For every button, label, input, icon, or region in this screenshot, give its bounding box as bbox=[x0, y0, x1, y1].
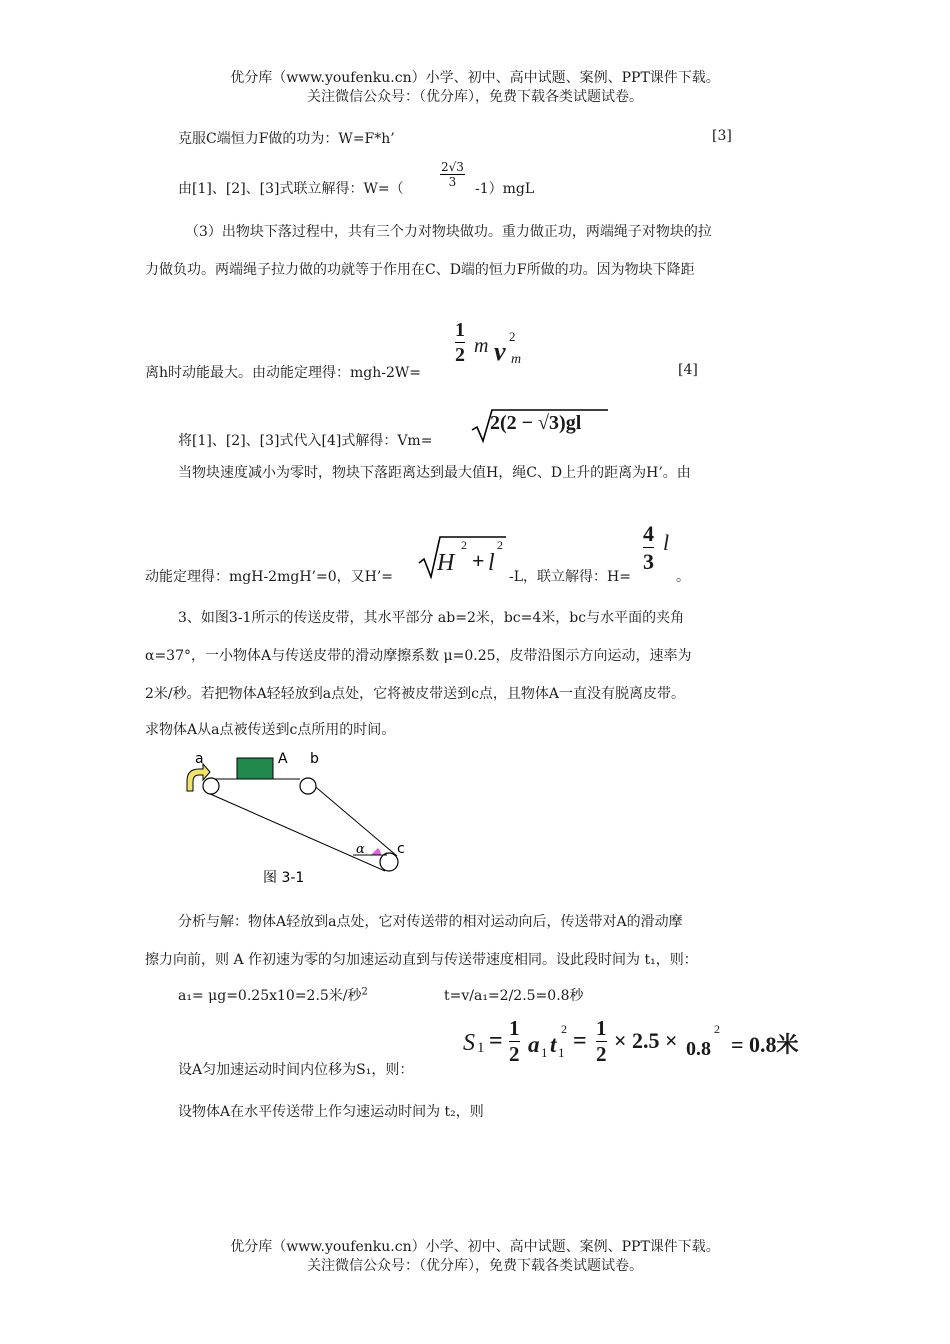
superscript: 2 bbox=[497, 538, 503, 552]
superscript: 2 bbox=[561, 1022, 567, 1036]
conveyor-figure bbox=[175, 745, 425, 895]
body-text: 分析与解：物体A轻放到a点处，它对传送带的相对运动向后，传送带对A的滑动摩 bbox=[178, 914, 683, 930]
body-text: 动能定理得：mgH-2mgH’=0，又H’= bbox=[145, 569, 394, 585]
header-line-1: 优分库（www.youfenku.cn）小学、初中、高中试题、案例、PPT课件下载。 bbox=[230, 70, 720, 86]
subscript: 1 bbox=[558, 1045, 565, 1060]
label-a: a bbox=[195, 751, 204, 767]
equals-sign: = bbox=[573, 1028, 587, 1054]
body-text: -L，联立解得：H= bbox=[509, 569, 631, 585]
body-text: 当物块速度减小为零时，物块下落距离达到最大值H，绳C、D上升的距离为H’。由 bbox=[178, 465, 691, 481]
fraction-denominator: 2 bbox=[596, 1042, 607, 1066]
body-text: 设物体A在水平传送带上作匀速运动时间为 t₂，则 bbox=[178, 1104, 484, 1120]
body-text: （3）出物块下落过程中，共有三个力对物块做功。重力做正功，两端绳子对物块的拉 bbox=[185, 224, 712, 240]
superscript: 2 bbox=[461, 538, 467, 552]
equals-sign: = bbox=[489, 1028, 503, 1054]
math-var: a bbox=[528, 1032, 540, 1057]
fraction-denominator: 3 bbox=[643, 549, 654, 574]
header-line-2: 关注微信公众号：（优分库），免费下载各类试题试卷。 bbox=[307, 89, 643, 105]
body-text: t=v/a₁=2/2.5=0.8秒 bbox=[444, 988, 584, 1004]
fraction-denominator: 2 bbox=[455, 344, 465, 366]
subscript: 1 bbox=[541, 1045, 548, 1060]
equation-tag: [4] bbox=[678, 362, 698, 378]
angle-marker bbox=[371, 848, 381, 855]
body-text: 设A匀加速运动时间内位移为S₁，则： bbox=[178, 1062, 414, 1078]
fraction-denominator: 2 bbox=[509, 1042, 520, 1066]
roller-a bbox=[203, 778, 219, 794]
figure-caption: 图 3-1 bbox=[263, 870, 305, 886]
footer-line-2: 关注微信公众号：（优分库），免费下载各类试题试卷。 bbox=[307, 1258, 643, 1274]
fraction-denominator: 3 bbox=[448, 175, 457, 189]
body-text: 。 bbox=[676, 569, 690, 585]
body-text: α=37°，一小物体A与传送皮带的滑动摩擦系数 μ=0.25，皮带沿图示方向运动，速率为 bbox=[145, 648, 692, 664]
fraction-numerator: 4 bbox=[643, 521, 654, 546]
fraction bbox=[643, 520, 654, 575]
math-var: m bbox=[474, 335, 489, 357]
roller-b bbox=[300, 778, 316, 794]
math-result: = 0.8米 bbox=[731, 1032, 799, 1057]
subscript: 1 bbox=[477, 1040, 485, 1056]
fraction-numerator: 1 bbox=[455, 319, 465, 341]
plus-sign: + bbox=[472, 548, 485, 573]
fraction bbox=[596, 1016, 607, 1067]
body-text: 求物体A从a点被传送到c点所用的时间。 bbox=[145, 722, 396, 738]
fraction-numerator: 1 bbox=[509, 1016, 520, 1040]
fraction-numerator: 1 bbox=[596, 1016, 607, 1040]
body-text: 擦力向前，则 A 作初速为零的匀加速运动直到与传送带速度相同。设此段时间为 t₁，则： bbox=[145, 952, 698, 968]
body-text: 离h时动能最大。由动能定理得：mgh-2W= bbox=[145, 365, 422, 381]
fraction bbox=[455, 318, 465, 367]
math-var: S bbox=[463, 1030, 475, 1056]
sqrt-content: 2(2 − √3)gl bbox=[490, 412, 582, 434]
subscript: m bbox=[511, 352, 522, 367]
label-c: c bbox=[397, 841, 405, 857]
label-A: A bbox=[278, 751, 288, 767]
fraction-numerator: 2√3 bbox=[441, 160, 464, 174]
body-text: 由[1]、[2]、[3]式联立解得：W=（ bbox=[178, 181, 404, 197]
math-var: l bbox=[488, 550, 495, 576]
belt-incline-line bbox=[311, 783, 397, 856]
footer-line-1: 优分库（www.youfenku.cn）小学、初中、高中试题、案例、PPT课件下载。 bbox=[230, 1239, 720, 1255]
body-text: 力做负功。两端绳子拉力做的功就等于作用在C、D端的恒力F所做的功。因为物块下降距 bbox=[145, 262, 695, 278]
label-alpha: α bbox=[356, 842, 365, 857]
math-var: H bbox=[437, 550, 455, 576]
body-text: a₁= μg=0.25x10=2.5米/秒$^2$ bbox=[178, 986, 368, 1004]
superscript: 2 bbox=[714, 1022, 720, 1036]
math-expression: × 2.5 × bbox=[614, 1028, 678, 1053]
math-expression: 0.8 bbox=[686, 1038, 711, 1060]
label-b: b bbox=[310, 751, 319, 767]
equation-tag: [3] bbox=[712, 128, 732, 144]
math-var: v bbox=[494, 337, 506, 366]
math-var: t bbox=[550, 1032, 557, 1057]
belt-bottom-line bbox=[208, 793, 385, 871]
body-text: 3、如图3-1所示的传送皮带，其水平部分 ab=2米，bc=4米，bc与水平面的夹角 bbox=[178, 610, 685, 626]
fraction bbox=[509, 1016, 520, 1067]
fraction bbox=[440, 160, 465, 189]
body-text: 克服C端恒力F做的功为：W=F*h’ bbox=[178, 131, 395, 147]
body-text: -1）mgL bbox=[475, 181, 535, 197]
body-text: 2米/秒。若把物体A轻轻放到a点处，它将被皮带送到c点，且物体A一直没有脱离皮带。 bbox=[145, 686, 686, 702]
block-A bbox=[237, 758, 273, 779]
body-text: 将[1]、[2]、[3]式代入[4]式解得：Vm= bbox=[178, 433, 433, 449]
math-var: l bbox=[663, 530, 670, 555]
roller-c bbox=[380, 853, 398, 871]
superscript: 2 bbox=[509, 329, 516, 344]
